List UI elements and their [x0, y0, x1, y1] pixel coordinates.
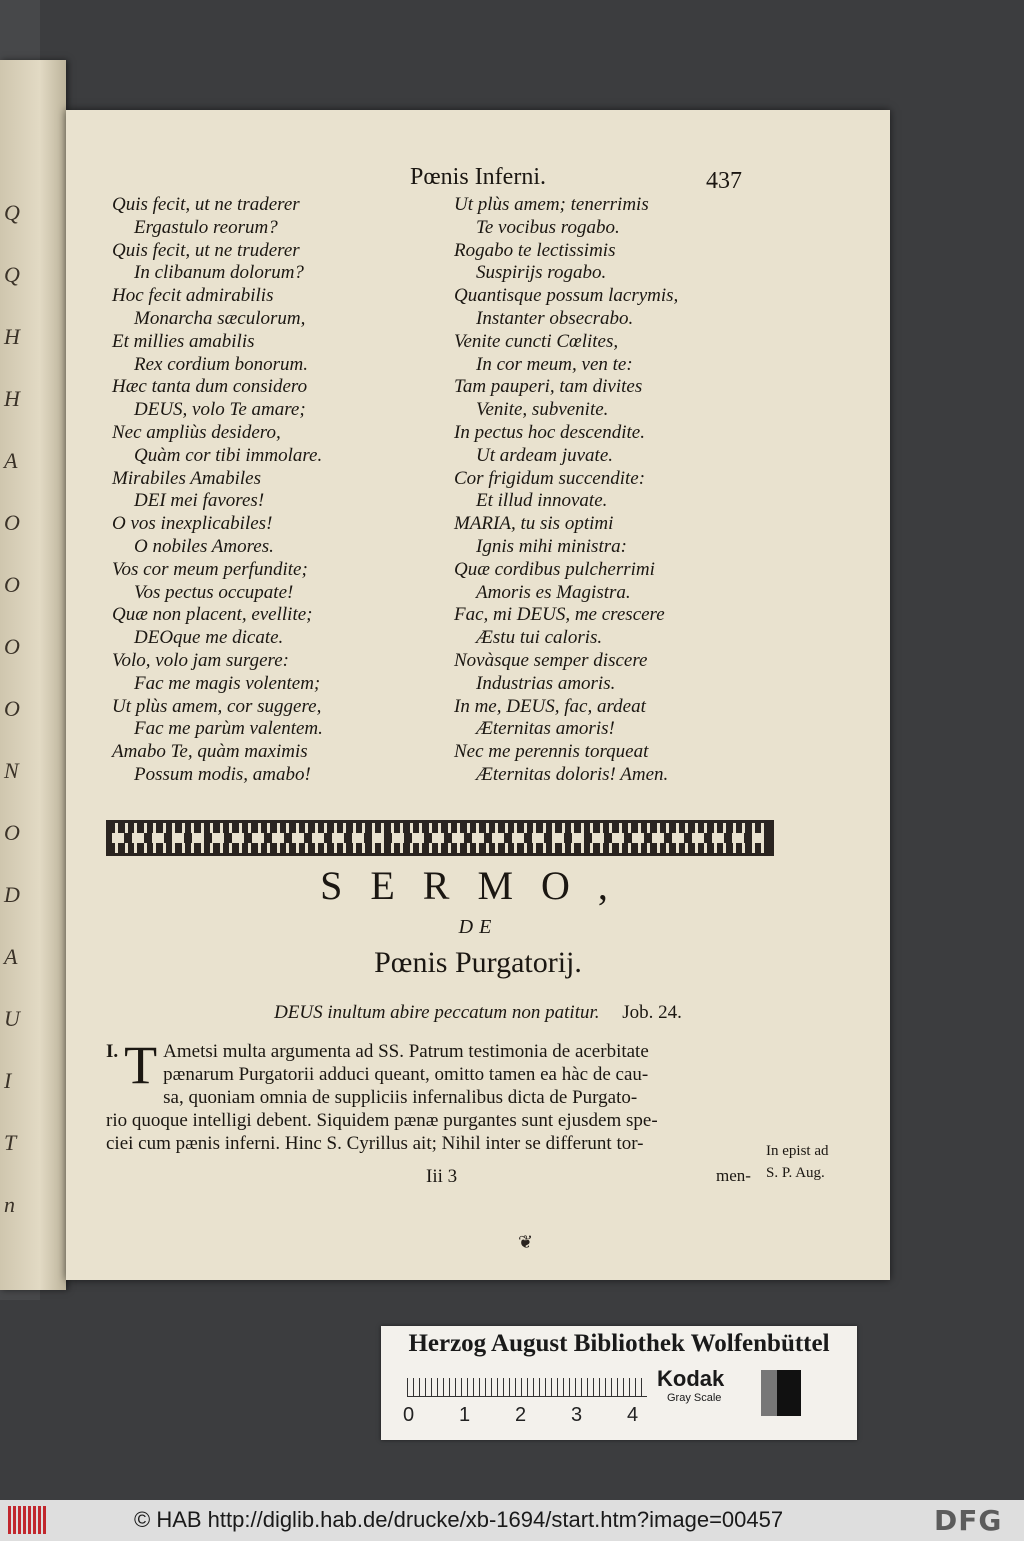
footer-bar: [0, 1500, 1024, 1541]
poem-line: Fac me magis volentem;: [134, 672, 321, 694]
poem-line: Quàm cor tibi immolare.: [134, 444, 323, 466]
epigraph-reference: Job. 24.: [622, 1002, 682, 1023]
drop-cap: T: [124, 1035, 158, 1095]
poem-line: In cor meum, ven te:: [476, 353, 633, 375]
prose-line: rio quoque intelligi debent. Siquidem pænæ purgantes sunt ejusdem spe-: [106, 1110, 658, 1131]
margin-note: [766, 1140, 876, 1184]
poem-line: Monarcha sæculorum,: [134, 307, 306, 329]
poem-line: Cor frigidum succendite:: [454, 467, 646, 489]
prose-line: ciei cum pænis inferni. Hinc S. Cyrillus ait; Nihil inter se differunt tor-: [106, 1133, 644, 1154]
gray-swatch: [761, 1370, 801, 1416]
catchword: men-: [716, 1166, 751, 1185]
poem-line: Vos pectus occupate!: [134, 581, 294, 603]
page-number: 437: [706, 168, 742, 194]
poem-line: Mirabiles Amabiles: [112, 467, 262, 489]
previous-page-fragment: Q: [4, 200, 20, 225]
poem-line: DEUS, volo Te amare;: [134, 399, 306, 421]
previous-page-fragment: T: [4, 1130, 17, 1155]
ruler-number: 2: [515, 1404, 527, 1426]
poem-line: Possum modis, amabo!: [134, 763, 311, 785]
ornamental-band: [106, 820, 774, 856]
poem-line: Fac, mi DEUS, me crescere: [454, 604, 665, 626]
prose-line: sa, quoniam omnia de suppliciis infernalibus dicta de Purgato-: [163, 1087, 638, 1108]
previous-page-fragment: H: [4, 324, 20, 349]
poem-line: Vos cor meum perfundite;: [112, 558, 308, 580]
previous-page-fragment: A: [4, 944, 18, 969]
section-de: DE: [458, 916, 498, 938]
previous-page-fragment: O: [4, 820, 20, 845]
prose-line: pænarum Purgatorii adduci queant, omitto tamen ea hàc de cau-: [163, 1064, 649, 1085]
poem-line: Industrias amoris.: [476, 672, 616, 694]
poem-line: Instanter obsecrabo.: [476, 307, 634, 329]
kodak-brand: Kodak: [657, 1366, 725, 1391]
ruler-number: 3: [571, 1404, 583, 1426]
poem-line: Quæ non placent, evellite;: [112, 604, 313, 626]
poem-line: DEOque me dicate.: [134, 627, 284, 649]
ruler-number: 4: [627, 1404, 639, 1426]
dfg-logo: DFG: [934, 1504, 1003, 1537]
poem-line: Ergastulo reorum?: [134, 216, 278, 238]
previous-page-fragment: O: [4, 634, 20, 659]
footer-url: © HAB http://diglib.hab.de/drucke/xb-1694/start.htm?image=00457: [134, 1507, 784, 1532]
ruler-scale: [407, 1378, 647, 1397]
poem-line: Rex cordium bonorum.: [134, 353, 308, 375]
poem-line: Venite, subvenite.: [476, 399, 609, 421]
prose-paragraph: [106, 1035, 776, 1155]
poem-line: Quæ cordibus pulcherrimi: [454, 558, 655, 580]
previous-page-fragment: A: [4, 448, 18, 473]
poem-line: Nec me perennis torqueat: [454, 741, 649, 763]
signature-mark: Iii 3: [426, 1166, 458, 1187]
previous-page-edge: [0, 60, 66, 1290]
poem-line: Æternitas doloris! Amen.: [476, 763, 669, 785]
poem-line: O nobiles Amores.: [134, 535, 274, 557]
poem-line: Rogabo te lectissimis: [454, 239, 616, 261]
poem-line: Æternitas amoris!: [476, 718, 615, 740]
flourish-icon: ❦: [518, 1232, 534, 1253]
gray-scale-label: Gray Scale: [667, 1392, 722, 1404]
margin-note-line: S. P. Aug.: [766, 1165, 825, 1181]
poem-line: Ignis mihi ministra:: [476, 535, 627, 557]
poem-line: Quis fecit, ut ne traderer: [112, 194, 300, 215]
poem-line: Et illud innovate.: [476, 490, 608, 512]
poem-line: In clibanum dolorum?: [134, 262, 304, 284]
poem-line: Tam pauperi, tam divites: [454, 376, 643, 398]
previous-page-fragment: I: [4, 1068, 12, 1093]
poem-line: Amabo Te, quàm maximis: [112, 741, 308, 763]
poem-line: In pectus hoc descendite.: [454, 421, 645, 443]
poem-line: Volo, volo jam surgere:: [112, 649, 289, 671]
section-subtitle: Pœnis Purgatorij.: [374, 946, 582, 979]
poem-line: DEI mei favores!: [134, 490, 265, 512]
previous-page-fragment: D: [4, 882, 20, 907]
poem-line: Novàsque semper discere: [454, 649, 648, 671]
poem-line: Hoc fecit admirabilis: [112, 285, 274, 307]
ruler-number: 1: [459, 1404, 471, 1426]
poem-line: Suspirijs rogabo.: [476, 262, 607, 284]
prose-line: Ametsi multa argumenta ad SS. Patrum testimonia de acerbitate: [163, 1041, 649, 1062]
hab-barcode-icon: [8, 1506, 46, 1534]
poem-line: MARIA, tu sis optimi: [454, 513, 614, 535]
poem-line: Quantisque possum lacrymis,: [454, 285, 679, 307]
poem-right-column: [454, 194, 784, 787]
poem-line: Venite cuncti Cœlites,: [454, 330, 619, 352]
poem-line: Amoris es Magistra.: [476, 581, 631, 603]
paragraph-number: I.: [106, 1041, 119, 1062]
previous-page-fragment: Q: [4, 262, 20, 287]
previous-page-fragment: O: [4, 510, 20, 535]
poem-line: O vos inexplicabiles!: [112, 513, 273, 535]
previous-page-fragment: H: [4, 386, 20, 411]
poem-left-column: [112, 194, 442, 787]
previous-page-fragment: O: [4, 696, 20, 721]
poem-line: Ut ardeam juvate.: [476, 444, 614, 466]
book-page: [66, 110, 890, 1280]
poem-line: Fac me parùm valentem.: [134, 718, 323, 740]
margin-note-line: In epist ad: [766, 1143, 829, 1159]
ruler-numbers: [403, 1404, 683, 1427]
previous-page-fragment: U: [4, 1006, 20, 1031]
section-title: SERMO,: [320, 863, 636, 908]
poem-line: In me, DEUS, fac, ardeat: [454, 695, 646, 717]
poem-line: Nec ampliùs desidero,: [112, 421, 281, 443]
poem-line: Quis fecit, ut ne truderer: [112, 239, 300, 261]
ruler-number: 0: [403, 1404, 415, 1426]
previous-page-fragment: N: [4, 758, 19, 783]
poem-line: Ut plùs amem; tenerrimis: [454, 194, 649, 215]
epigraph: [66, 1002, 890, 1024]
poem-line: Hæc tanta dum considero: [112, 376, 308, 398]
epigraph-text: DEUS inultum abire peccatum non patitur.: [274, 1002, 600, 1023]
poem-line: Et millies amabilis: [112, 330, 255, 352]
archive-label-card: [381, 1326, 857, 1440]
previous-page-fragment: n: [4, 1192, 15, 1217]
previous-page-fragment: O: [4, 572, 20, 597]
poem-line: Ut plùs amem, cor suggere,: [112, 695, 322, 717]
poem-line: Æstu tui caloris.: [476, 627, 603, 649]
poem-line: Te vocibus rogabo.: [476, 216, 620, 238]
running-head: Pœnis Inferni.: [410, 164, 546, 190]
library-name: Herzog August Bibliothek Wolfenbüttel: [408, 1330, 830, 1357]
